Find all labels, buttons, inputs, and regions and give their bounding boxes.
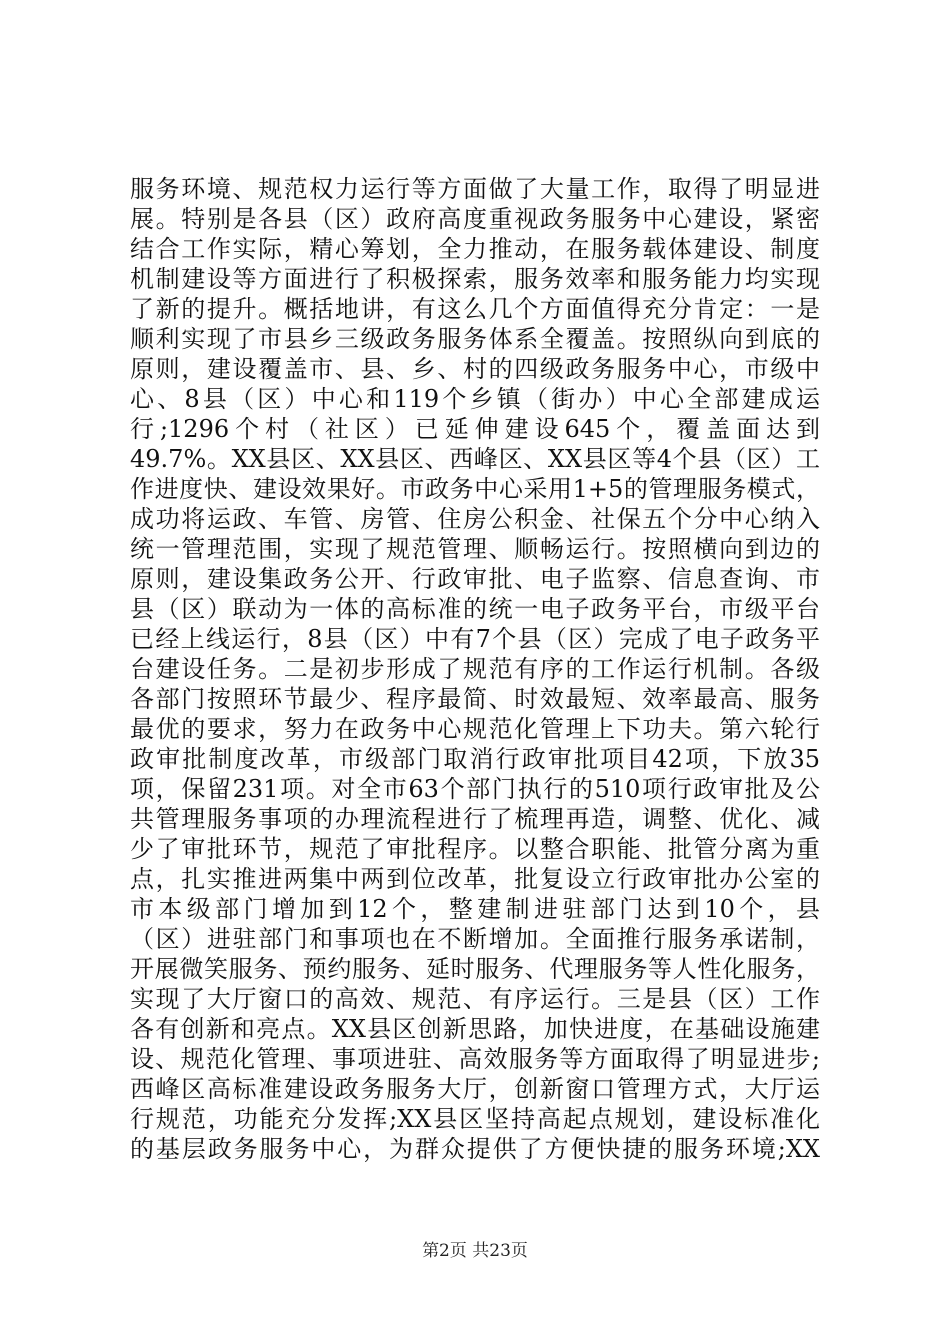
text-line: 已经上线运行，8县（区）中有7个县（区）完成了电子政务平 bbox=[130, 625, 820, 653]
text-line: 统一管理范围，实现了规范管理、顺畅运行。按照横向到边的 bbox=[130, 535, 820, 563]
text-line: 台建设任务。二是初步形成了规范有序的工作运行机制。各级 bbox=[130, 655, 820, 683]
text-line: 各部门按照环节最少、程序最简、时效最短、效率最高、服务 bbox=[130, 685, 820, 713]
text-line: 作进度快、建设效果好。市政务中心采用1+5的管理服务模式， bbox=[130, 475, 820, 503]
text-line: 设、规范化管理、事项进驻、高效服务等方面取得了明显进步; bbox=[130, 1045, 820, 1073]
text-line: （区）进驻部门和事项也在不断增加。全面推行服务承诺制， bbox=[130, 925, 820, 953]
page-number-footer: 第2页 共23页 bbox=[422, 1241, 528, 1261]
text-line: 共管理服务事项的办理流程进行了梳理再造，调整、优化、减 bbox=[130, 805, 820, 833]
text-line: 实现了大厅窗口的高效、规范、有序运行。三是县（区）工作 bbox=[130, 985, 820, 1013]
text-line: 结合工作实际，精心筹划，全力推动，在服务载体建设、制度 bbox=[130, 235, 820, 263]
text-line: 顺利实现了市县乡三级政务服务体系全覆盖。按照纵向到底的 bbox=[130, 325, 820, 353]
text-line: 项，保留231项。对全市63个部门执行的510项行政审批及公 bbox=[130, 775, 820, 803]
text-line: 少了审批环节，规范了审批程序。以整合职能、批管分离为重 bbox=[130, 835, 820, 863]
text-line: 西峰区高标准建设政务服务大厅，创新窗口管理方式，大厅运 bbox=[130, 1075, 820, 1103]
text-line: 心、8县（区）中心和119个乡镇（街办）中心全部建成运 bbox=[130, 385, 820, 413]
text-line: 成功将运政、车管、房管、住房公积金、社保五个分中心纳入 bbox=[130, 505, 820, 533]
text-line: 49.7%。XX县区、XX县区、西峰区、XX县区等4个县（区）工 bbox=[130, 445, 820, 473]
text-line: 展。特别是各县（区）政府高度重视政务服务中心建设，紧密 bbox=[130, 205, 820, 233]
text-line: 的基层政务服务中心，为群众提供了方便快捷的服务环境;XX bbox=[130, 1135, 820, 1163]
text-line: 县（区）联动为一体的高标准的统一电子政务平台，市级平台 bbox=[130, 595, 820, 623]
text-line: 行;1296个村（社区）已延伸建设645个，覆盖面达到 bbox=[130, 415, 820, 443]
text-line: 政审批制度改革，市级部门取消行政审批项目42项，下放35 bbox=[130, 745, 820, 773]
text-line: 最优的要求，努力在政务中心规范化管理上下功夫。第六轮行 bbox=[130, 715, 820, 743]
text-line: 各有创新和亮点。XX县区创新思路，加快进度，在基础设施建 bbox=[130, 1015, 820, 1043]
text-line: 服务环境、规范权力运行等方面做了大量工作，取得了明显进 bbox=[130, 175, 820, 203]
text-line: 市本级部门增加到12个，整建制进驻部门达到10个，县 bbox=[130, 895, 820, 923]
text-line: 开展微笑服务、预约服务、延时服务、代理服务等人性化服务， bbox=[130, 955, 820, 983]
text-line: 机制建设等方面进行了积极探索，服务效率和服务能力均实现 bbox=[130, 265, 820, 293]
text-line: 了新的提升。概括地讲，有这么几个方面值得充分肯定：一是 bbox=[130, 295, 820, 323]
text-line: 原则，建设覆盖市、县、乡、村的四级政务服务中心，市级中 bbox=[130, 355, 820, 383]
body-text bbox=[130, 174, 820, 1164]
text-line: 行规范，功能充分发挥;XX县区坚持高起点规划，建设标准化 bbox=[130, 1105, 820, 1133]
text-line: 原则，建设集政务公开、行政审批、电子监察、信息查询、市 bbox=[130, 565, 820, 593]
text-line: 点，扎实推进两集中两到位改革，批复设立行政审批办公室的 bbox=[130, 865, 820, 893]
